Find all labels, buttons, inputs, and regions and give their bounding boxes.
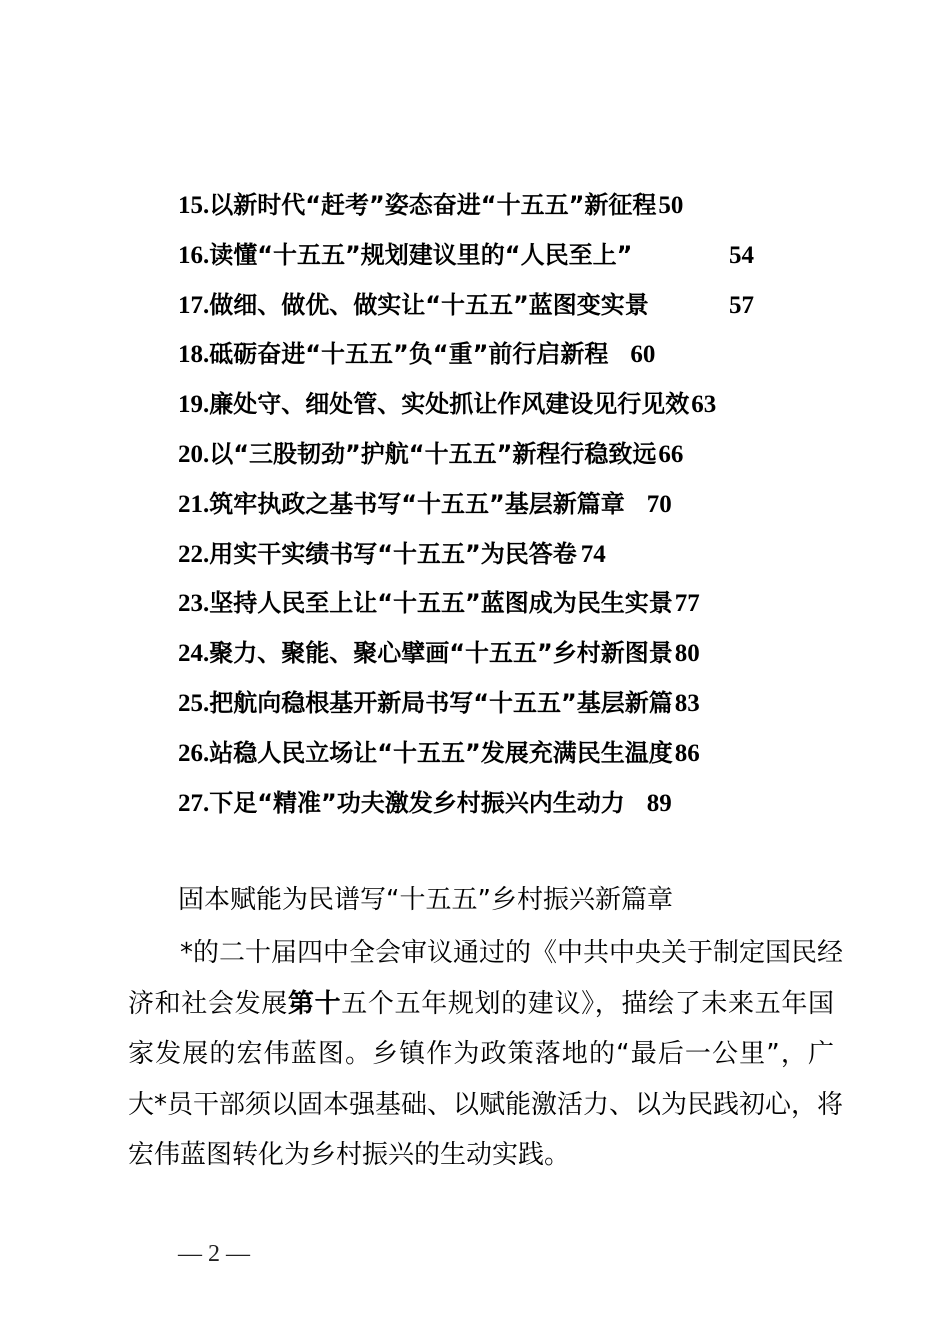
toc-item-title: 站稳人民立场让“十五五”发展充满民生温度 — [209, 738, 673, 767]
text-run: 济和社会发展 — [128, 988, 288, 1019]
toc-item-page: 66 — [658, 440, 684, 468]
toc-item-number: 23. — [178, 590, 210, 618]
paragraph-line — [128, 1029, 834, 1080]
toc-item-title: 聚力、聚能、聚心擘画“十五五”乡村新图景 — [209, 639, 673, 668]
page-number: — 2 — — [178, 1241, 250, 1267]
toc-item-21[interactable] — [178, 480, 798, 530]
toc-item-number: 22. — [178, 540, 210, 568]
paragraph-line — [128, 979, 834, 1030]
toc-item-number: 19. — [178, 391, 210, 419]
toc-item-title: 筑牢执政之基书写“十五五”基层新篇章 — [209, 489, 625, 518]
toc-item-page: 86 — [674, 739, 700, 767]
toc-item-24[interactable] — [178, 629, 798, 679]
toc-item-title: 以新时代“赶考”姿态奋进“十五五”新征程 — [209, 191, 657, 219]
toc-item-27[interactable] — [178, 779, 798, 829]
toc-item-page: 89 — [646, 789, 672, 817]
toc-item-23[interactable] — [178, 579, 798, 629]
toc-item-16[interactable] — [178, 231, 798, 281]
toc-item-title: 做细、做优、做实让“十五五”蓝图变实景 — [209, 290, 649, 319]
table-of-contents — [178, 181, 798, 828]
text-run: 五个五年规划的建议》，描绘了未来五年国 — [341, 988, 834, 1019]
toc-item-number: 21. — [178, 490, 210, 518]
toc-item-title: 读懂“十五五”规划建议里的“人民至上” — [209, 240, 633, 269]
toc-item-19[interactable] — [178, 380, 798, 430]
article-title: 固本赋能为民谱写“十五五”乡村振兴新篇章 — [178, 885, 673, 915]
toc-item-title: 砥砺奋进“十五五”负“重”前行启新程 — [209, 340, 609, 369]
toc-item-number: 18. — [178, 341, 210, 369]
toc-item-number: 24. — [178, 640, 210, 668]
toc-item-title: 用实干实绩书写“十五五”为民答卷 — [209, 539, 577, 568]
paragraph-line — [128, 928, 844, 979]
paragraph-line — [128, 1080, 844, 1131]
toc-item-15[interactable] — [178, 181, 798, 231]
toc-item-20[interactable] — [178, 430, 798, 480]
text-run: 宏伟蓝图转化为乡村振兴的生动实践。 — [128, 1140, 571, 1170]
toc-item-page: 54 — [729, 241, 754, 269]
toc-item-17[interactable] — [178, 281, 798, 331]
toc-item-title: 坚持人民至上让“十五五”蓝图成为民生实景 — [209, 589, 673, 618]
toc-item-number: 15. — [178, 192, 210, 219]
toc-item-title: 把航向稳根基开新局书写“十五五”基层新篇 — [209, 688, 673, 717]
article-paragraph — [128, 928, 844, 1181]
toc-item-number: 17. — [178, 291, 210, 319]
text-run: 家发展的宏伟蓝图。乡镇作为政策落地的“最后一公里”，广 — [128, 1039, 834, 1069]
toc-item-page: 50 — [658, 192, 684, 219]
toc-item-title: 廉处守、细处管、实处抓让作风建设见行见效 — [209, 390, 690, 419]
toc-item-25[interactable] — [178, 679, 798, 729]
toc-item-page: 74 — [580, 540, 606, 568]
toc-item-page: 63 — [691, 391, 717, 419]
toc-item-page: 77 — [674, 590, 700, 618]
bold-text-run: 第十 — [287, 988, 342, 1019]
toc-item-number: 20. — [178, 440, 210, 468]
text-run: 大*员干部须以固本强基础、以赋能激活力、以为民践初心，将 — [128, 1089, 844, 1120]
toc-item-title: 以“三股韧劲”护航“十五五”新程行稳致远 — [209, 439, 657, 468]
toc-item-page: 83 — [674, 689, 700, 717]
toc-item-page: 80 — [674, 640, 700, 668]
toc-item-number: 26. — [178, 739, 210, 767]
toc-item-page: 57 — [729, 291, 754, 319]
toc-item-page: 60 — [630, 341, 656, 369]
toc-item-26[interactable] — [178, 729, 798, 779]
toc-item-18[interactable] — [178, 330, 798, 380]
toc-item-number: 16. — [178, 241, 210, 269]
text-run: *的二十届四中全会审议通过的《中共中央关于制定国民经 — [180, 938, 844, 968]
toc-item-22[interactable] — [178, 530, 798, 580]
toc-item-number: 27. — [178, 789, 210, 817]
paragraph-line — [128, 1130, 834, 1181]
toc-item-page: 70 — [646, 490, 672, 518]
toc-item-title: 下足“精准”功夫激发乡村振兴内生动力 — [209, 788, 625, 817]
toc-item-number: 25. — [178, 689, 210, 717]
